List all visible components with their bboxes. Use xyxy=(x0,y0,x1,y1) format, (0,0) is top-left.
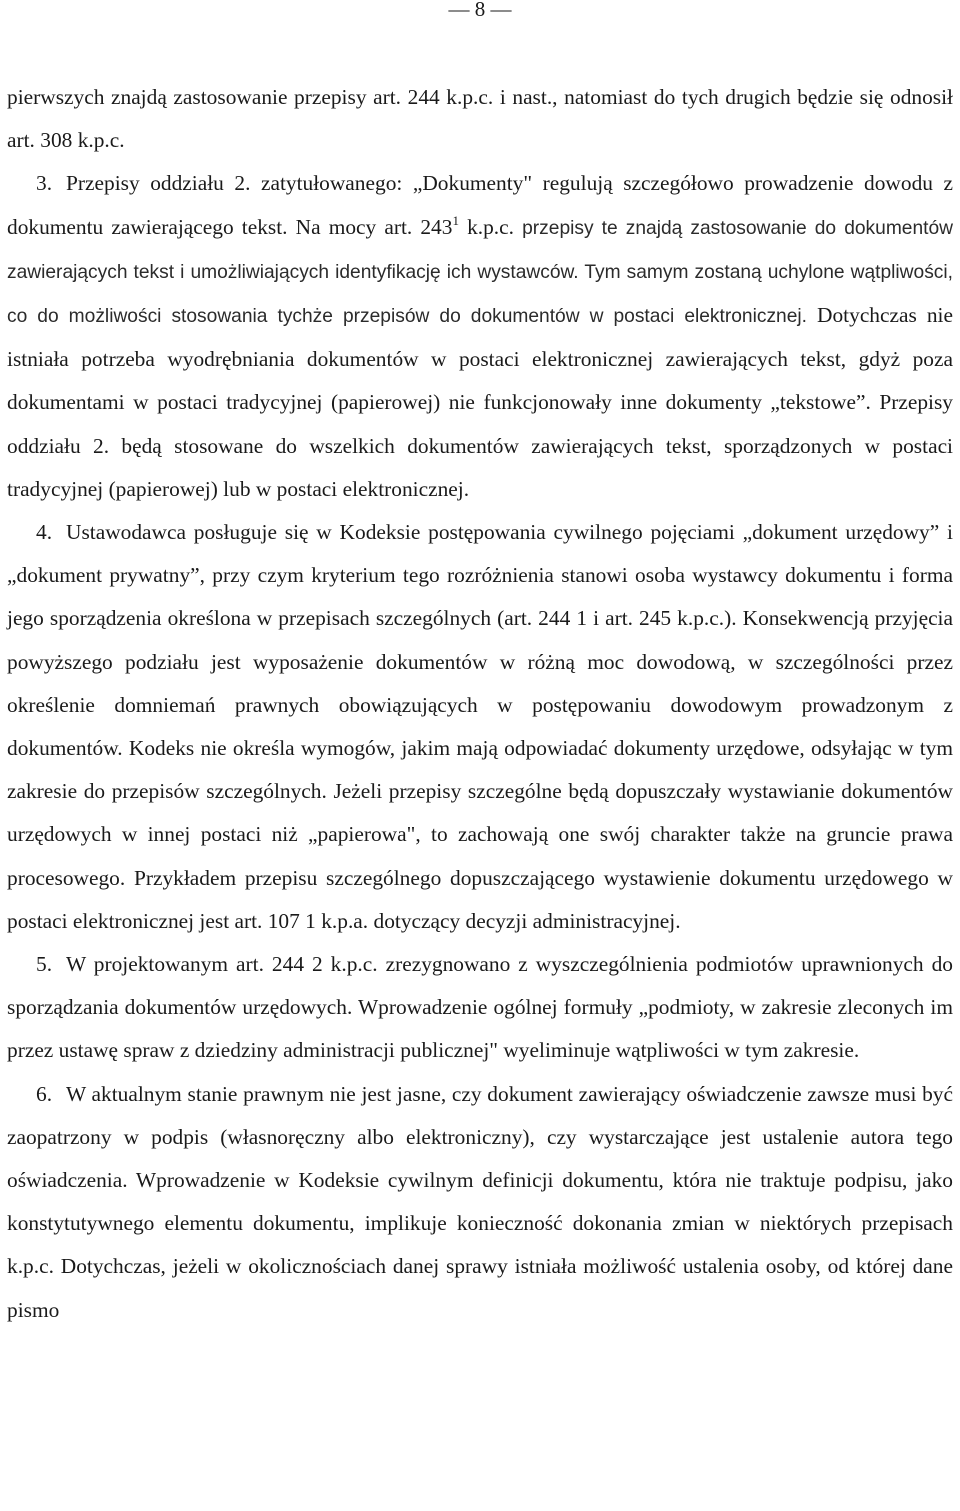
paragraph-text: Dotychczas nie istniała potrzeba wyodrębniania dokumentów w postaci elektronicznej zawierających tekst, gdyż poza dokumentami w postaci tradycyjnej (papierowej) nie funkcjonowały inne dokumenty „tekstowe”. Przepisy oddziału 2. będą stosowane do wszelkich dokumentów zawierających tekst, sporządzonych w postaci tradycyjnej (papierowej) lub w postaci elektronicznej. xyxy=(7,303,953,501)
paragraph-number: 4. xyxy=(36,520,53,545)
paragraph-text: Przepisy oddziału 2. zatytułowanego: „Dokumenty" regulują szczegółowo prowadzenie dowodu z dokumentu zawierającego tekst. Na mocy art. 243 xyxy=(7,171,953,239)
paragraph-text: W aktualnym stanie prawnym nie jest jasne, czy dokument zawierający oświadczenie zawsze musi być zaopatrzony w podpis (własnoręczny albo elektroniczny), czy wystarczające jest ustalenie autora tego oświadczenia. Wprowadzenie w Kodeksie cywilnym definicji dokumentu, która nie traktuje podpisu, jako konstytutywnego elementu dokumentu, implikuje konieczność dokonania zmian w niektórych przepisach k.p.c. Dotychczas, jeżeli w okolicznościach danej sprawy istniała możliwość ustalenia osoby, od której dane pismo xyxy=(7,1081,953,1322)
paragraph-text: W projektowanym art. 244 2 k.p.c. zrezygnowano z wyszczególnienia podmiotów uprawnionych do sporządzania dokumentów urzędowych. Wprowadzenie ogólnej formuły „podmioty, w zakresie zleconych im przez ustawę spraw z dziedziny administracji publicznej" wyeliminuje wątpliwości w tym zakresie. xyxy=(7,952,953,1063)
superscript: 1 xyxy=(452,212,459,228)
paragraph-text-sans: przepisy te znajdą zastosowanie do dokumentów zawierających tekst i umożliwiających identyfikację ich wystawców. Tym samym zostaną uchylone wątpliwości, co do możliwości stosowania tychże przepisów do dokumentów w postaci elektronicznej. xyxy=(7,217,953,328)
paragraph-continuation: pierwszych znajdą zastosowanie przepisy art. 244 k.p.c. i nast., natomiast do tych drugich będzie się odnosił art. 308 k.p.c. xyxy=(7,85,953,153)
paragraph-4 xyxy=(7,511,953,943)
paragraph-5 xyxy=(7,943,953,1073)
paragraph-text: k.p.c. xyxy=(458,214,523,239)
paragraph-number: 5. xyxy=(36,952,53,977)
page-number: — 8 — xyxy=(448,0,512,21)
document-body xyxy=(7,76,953,1332)
paragraph-number: 6. xyxy=(36,1081,53,1106)
paragraph-6 xyxy=(7,1073,953,1332)
paragraph-text: Ustawodawca posługuje się w Kodeksie postępowania cywilnego pojęciami „dokument urzędowy” i „dokument prywatny”, przy czym kryterium tego rozróżnienia stanowi osoba wystawcy dokumentu i forma jego sporządzenia określona w przepisach szczególnych (art. 244 1 i art. 245 k.p.c.). Konsekwencją przyjęcia powyższego podziału jest wyposażenie dokumentów w różną moc dowodową, w szczególności przez określenie domniemań prawnych obowiązujących w postępowaniu dowodowym prowadzonym z dokumentów. Kodeks nie określa wymogów, jakim mają odpowiadać dokumenty urzędowe, odsyłając w tym zakresie do przepisów szczególnych. Jeżeli przepisy szczególne będą dopuszczały wystawianie dokumentów urzędowych w innej postaci niż „papierowa", to zachowają one swój charakter także na gruncie prawa procesowego. Przykładem przepisu szczególnego dopuszczającego wystawienie dokumentu urzędowego w postaci elektronicznej jest art. 107 1 k.p.a. dotyczący decyzji administracyjnej. xyxy=(7,520,953,933)
paragraph-number: 3. xyxy=(36,171,53,196)
paragraph-3 xyxy=(7,162,953,511)
